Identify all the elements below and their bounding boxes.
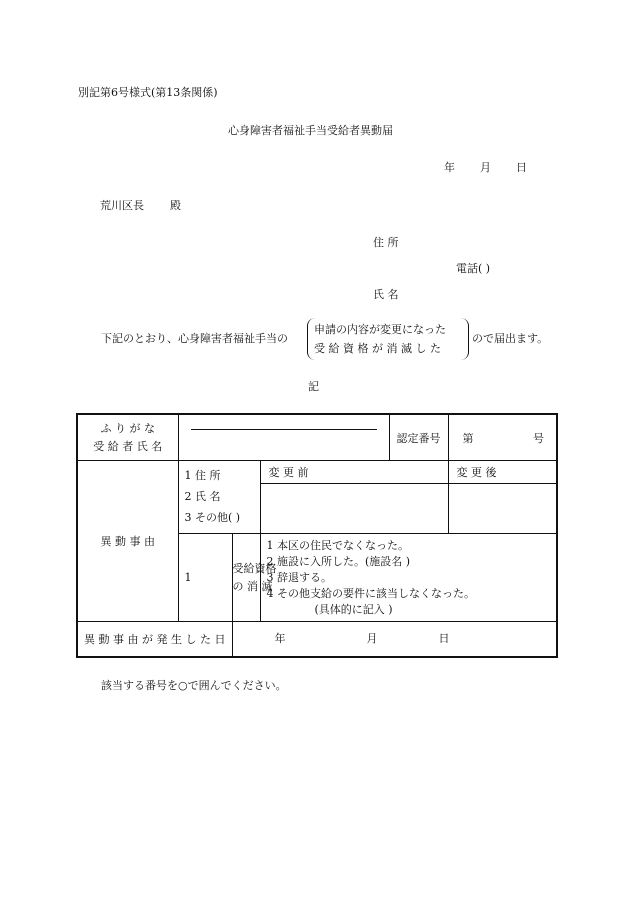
furigana-divider (191, 429, 377, 430)
statement-option-2: 受 給 資 格 が 消 滅 し た (314, 342, 441, 355)
occurrence-day-label: 日 (438, 632, 450, 645)
recipient-name-label: 受 給 者 氏 名 (93, 439, 163, 453)
before-change-label: 変 更 前 (268, 466, 309, 479)
change-notification-table (76, 413, 558, 658)
change-items-cell (178, 461, 260, 534)
loss-item-1[interactable]: 1 本区の住民でなくなった。 (266, 538, 409, 552)
name-label: 氏 名 (373, 288, 399, 301)
furigana-label: ふ り が な (100, 421, 155, 435)
occurrence-date-label: 異 動 事 由 が 発 生 し た 日 (77, 622, 232, 658)
addressee-honorific: 殿 (170, 199, 181, 212)
form-number: 別記第6号様式(第13条関係) (78, 86, 218, 99)
after-change-header (448, 461, 557, 484)
loss-item-2[interactable]: 2 施設に入所した。(施設名 ) (266, 554, 411, 568)
statement-prefix: 下記のとおり、心身障害者福祉手当の (101, 332, 288, 345)
date-year-label: 年 (444, 161, 455, 174)
loss-item-3[interactable]: 3 辞退する。 (266, 570, 332, 584)
after-change-input[interactable] (448, 484, 557, 534)
loss-label-cell (232, 534, 277, 622)
cert-number-input[interactable] (448, 414, 557, 461)
date-day-label: 日 (516, 161, 527, 174)
reason-label: 異 動 事 由 (77, 461, 178, 622)
loss-items-cell (260, 534, 557, 622)
phone-label: 電話( ) (456, 262, 491, 275)
recipient-name-input[interactable] (178, 414, 389, 461)
loss-label-line-1: 受給資格 (232, 561, 277, 575)
before-change-header (260, 461, 448, 484)
loss-number[interactable]: 1 (184, 571, 192, 584)
change-item-name[interactable]: 2 氏 名 (184, 490, 221, 503)
address-label: 住 所 (373, 236, 399, 249)
change-item-other[interactable]: 3 その他( ) (184, 511, 241, 524)
date-month-label: 月 (480, 161, 491, 174)
loss-item-detail[interactable]: (具体的に記入 ) (314, 602, 393, 616)
change-item-address[interactable]: 1 住 所 (184, 469, 221, 482)
cert-number-label: 認定番号 (389, 414, 448, 461)
loss-label-line-2: の 消 滅 (232, 579, 273, 593)
loss-item-4[interactable]: 4 その他支給の要件に該当しなくなった。 (266, 586, 475, 600)
before-change-input[interactable] (260, 484, 448, 534)
form-title: 心身障害者福祉手当受給者異動届 (228, 124, 393, 137)
cert-go-label: 号 (533, 431, 544, 445)
cert-dai-label: 第 (462, 431, 474, 445)
statement-suffix: ので届出ます。 (472, 332, 549, 345)
addressee-name: 荒川区長 (100, 199, 144, 212)
occurrence-date-input[interactable] (232, 622, 557, 658)
after-change-label: 変 更 後 (456, 466, 497, 479)
occurrence-year-label: 年 (274, 632, 286, 645)
ki-label: 記 (308, 380, 319, 393)
loss-number-cell (178, 534, 232, 622)
footer-note: 該当する番号を○で囲んでください。 (101, 679, 287, 692)
statement-option-1: 申請の内容が変更になった (314, 323, 446, 336)
recipient-label-cell (77, 414, 178, 461)
occurrence-month-label: 月 (366, 632, 378, 645)
